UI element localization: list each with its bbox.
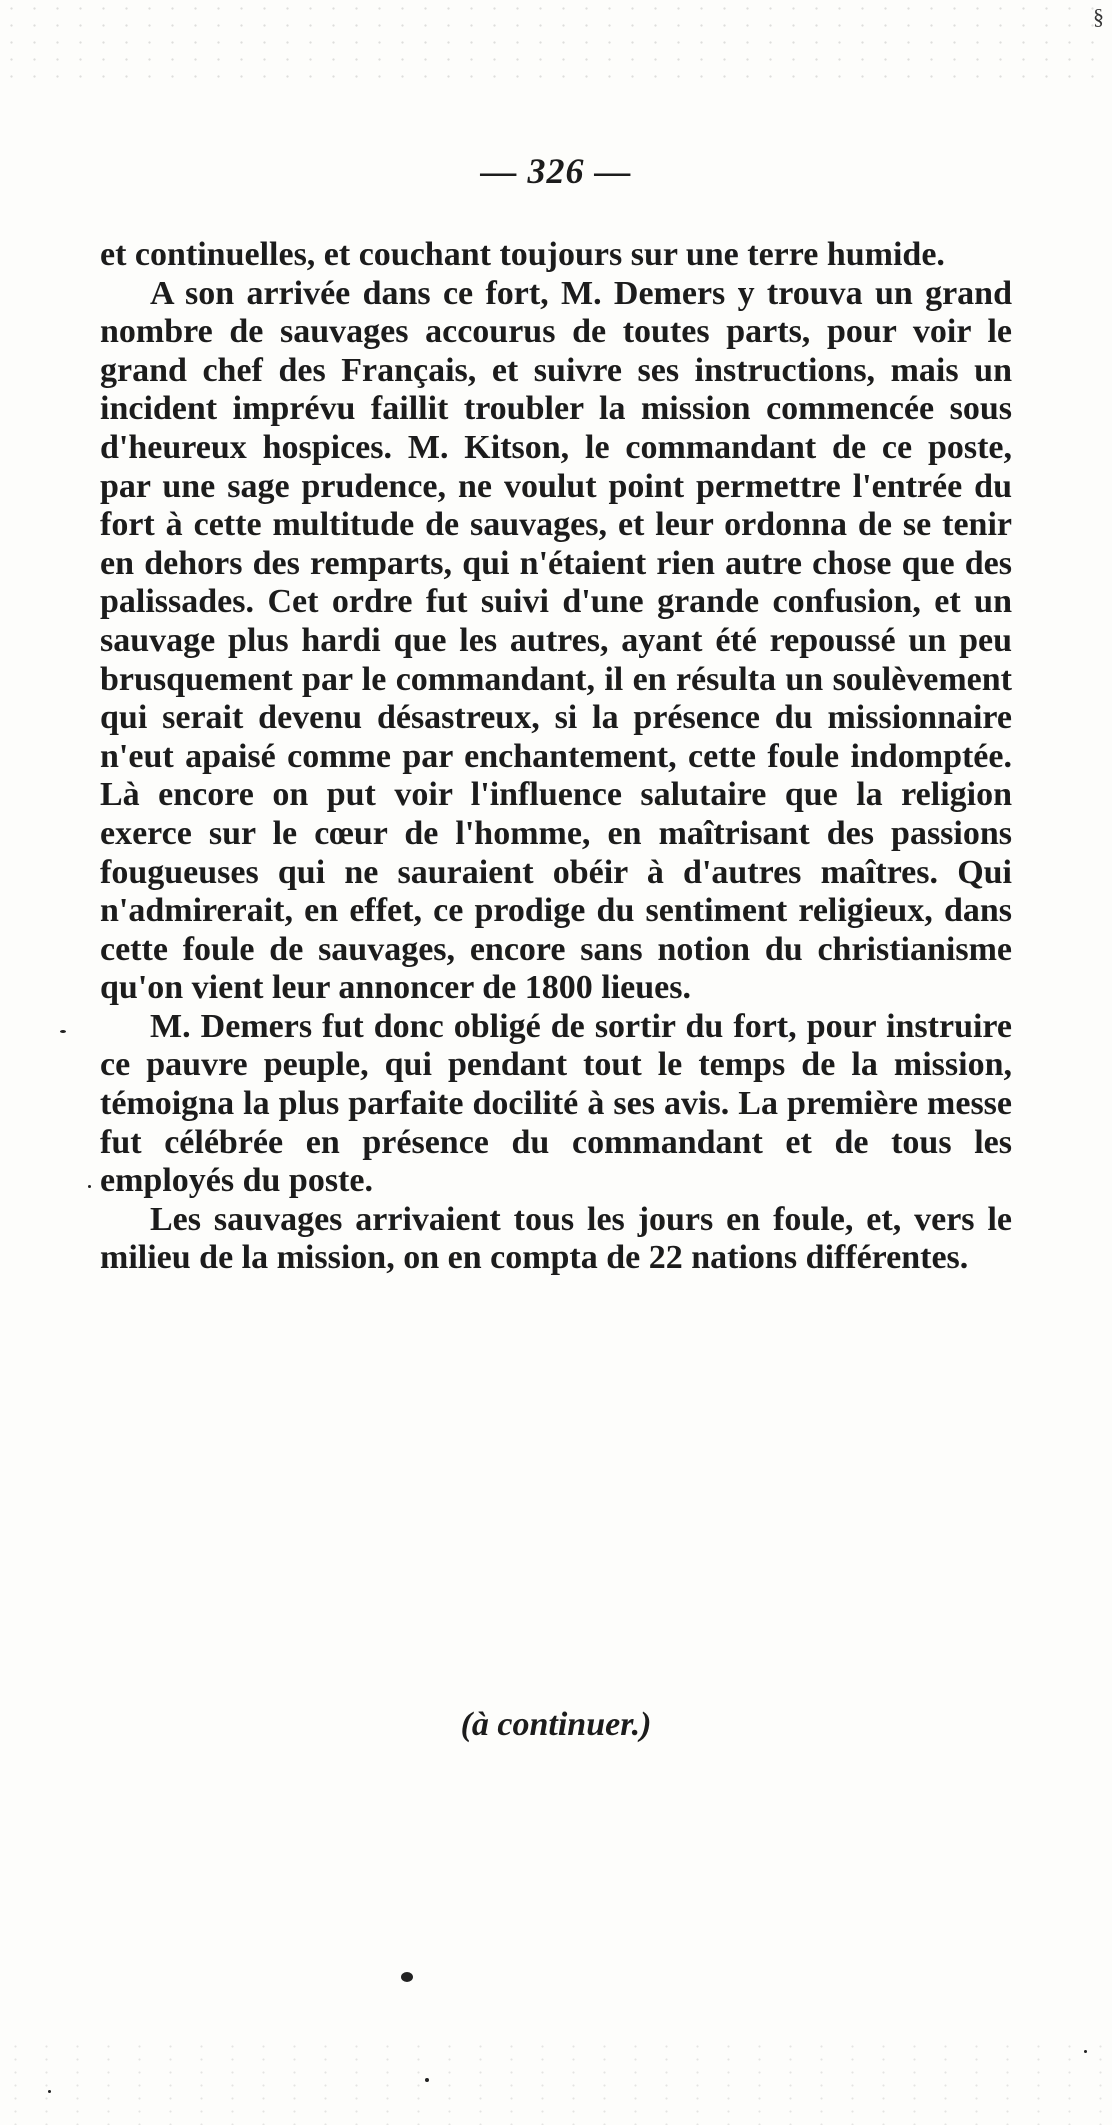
corner-mark-icon: § — [1093, 4, 1104, 29]
page-number: — 326 — — [480, 151, 632, 191]
body-text — [100, 236, 1012, 1278]
paragraph-2: A son arrivée dans ce fort, M. Demers y trouva un grand nombre de sauvages accourus de toutes parts, pour voir le grand chef des Français, et suivre ses instructions, mais un incident imprévu faillit troubler la mission commencée sous d'heureux hospices. M. Kitson, le commandant de ce poste, par une sage prudence, ne voulut point permettre l'entrée du fort à cette multitude de sauvages, et leur ordonna de se tenir en dehors des remparts, qui n'étaient rien autre chose que des palissades. Cet ordre fut suivi d'une grande confusion, et un sauvage plus hardi que les autres, ayant été repoussé un peu brusquement par le commandant, il en résulta un soulèvement qui serait devenu désastreux, si la présence du missionnaire n'eut apaisé comme par enchantement, cette foule indomptée. Là encore on put voir l'influence salutaire que la religion exerce sur le cœur de l'homme, en maîtrisant des passions fougueuses qui ne sauraient obéir à d'autres maîtres. Qui n'admirerait, en effet, ce prodige du sentiment religieux, dans cette foule de sauvages, encore sans notion du christianisme qu'on vient leur annoncer de 1800 lieues. — [100, 274, 1012, 1007]
paragraph-1: et continuelles, et couchant toujours sur une terre humide. — [100, 236, 945, 273]
ink-blot-bottom — [401, 1972, 413, 1982]
scan-noise-bottom — [0, 2040, 1112, 2125]
continued-note: (à continuer.) — [460, 1706, 652, 1743]
scan-noise-top — [0, 0, 1112, 90]
margin-dot-left — [60, 1030, 66, 1033]
paragraph-3: M. Demers fut donc obligé de sortir du fort, pour instruire ce pauvre peuple, qui pendant tout le temps de la mission, témoigna la plus parfaite docilité à ses avis. La première messe fut célébrée en présence du commandant et de tous les employés du poste. — [100, 1007, 1012, 1200]
paragraph-4: Les sauvages arrivaient tous les jours en foule, et, vers le milieu de la mission, on en compta de 22 nations différentes. — [100, 1200, 1012, 1277]
margin-dot-small — [88, 1185, 91, 1188]
